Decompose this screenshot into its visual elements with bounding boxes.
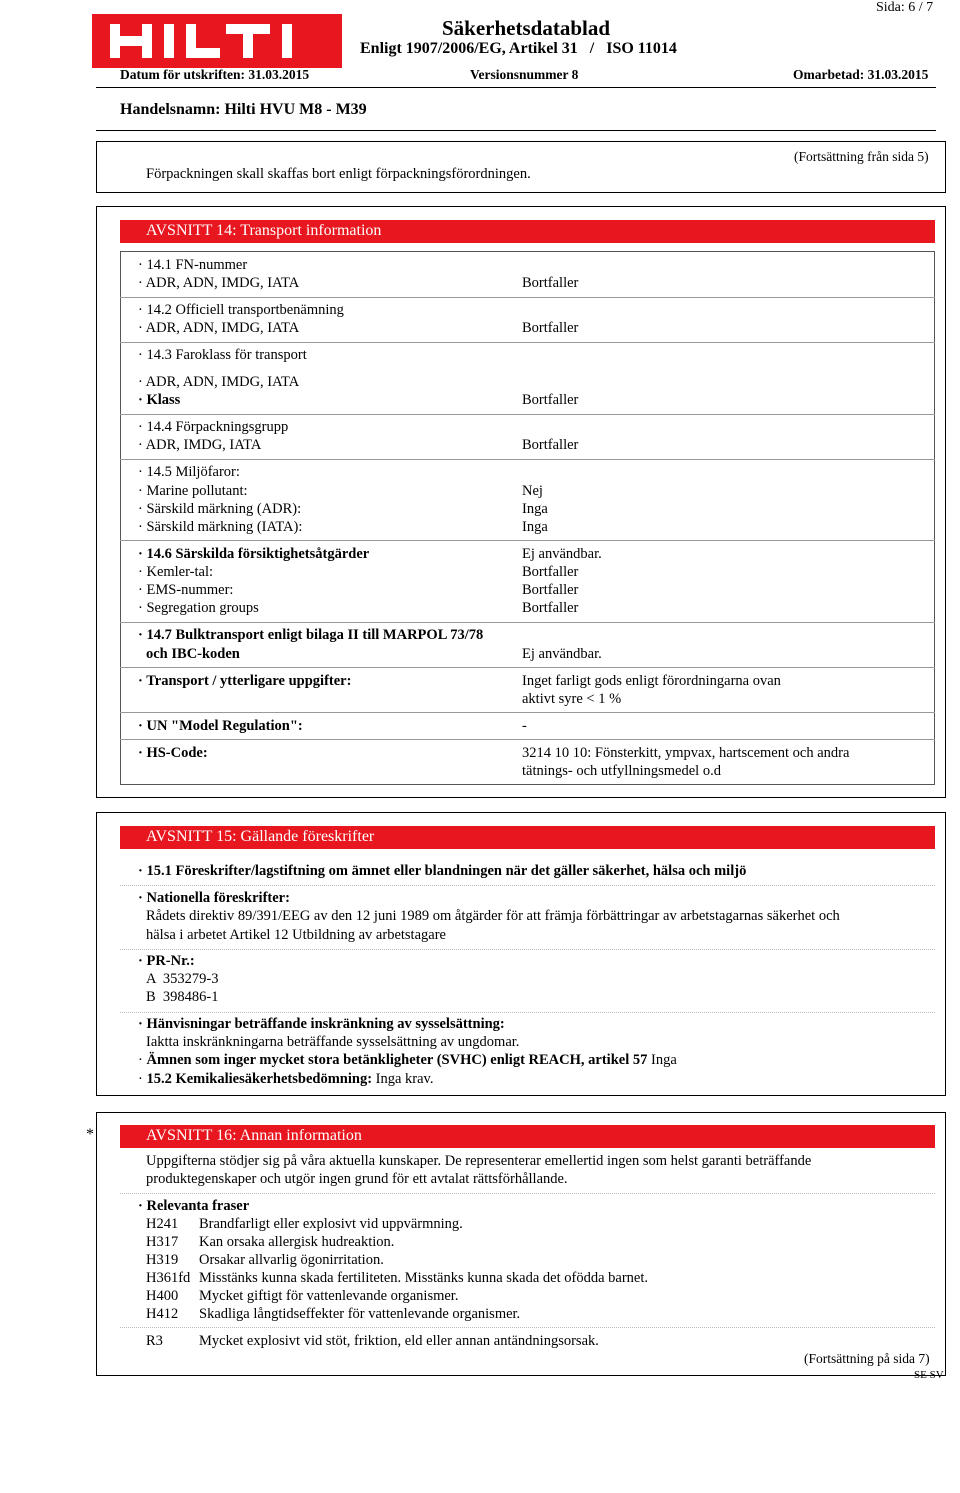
svhc-value: Inga [650,1052,677,1068]
section-15-1-heading: · 15.1 Föreskrifter/lagstiftning om ämnet eller blandningen när det gäller säkerhet, hälsa och miljö [138,863,746,880]
row-value: 3214 10 10: Fönsterkitt, ympvax, hartscement och andra [522,745,850,761]
row-label: · Transport / ytterligare uppgifter: [138,673,351,690]
phrase-text: Skadliga långtidseffekter för vattenlevande organismer. [199,1306,521,1322]
national-regulations-text: Rådets direktiv 89/391/EEG av den 12 juni 1989 om åtgärder för att främja förbättringar av arbetstagarnas säkerhet och [146,908,840,924]
phrase-code: H317 [146,1234,179,1250]
phrase-row [146,1270,648,1287]
svhc-label: Ämnen som inger mycket stora betänkligheter (SVHC) enligt REACH, artikel 57 [146,1052,648,1068]
row-label: · 14.1 FN-nummer [138,257,247,274]
row-label: · ADR, IMDG, IATA [138,437,261,454]
row-label: · Särskild märkning (ADR): [138,501,301,518]
dotted-divider [120,885,935,886]
phrase-text: Orsakar allvarlig ögonirritation. [199,1252,384,1268]
pr-number-a: A 353279-3 [146,971,219,987]
header-divider [96,87,936,88]
chemical-safety-line [138,1071,434,1088]
row-value: Bortfaller [522,564,579,580]
row-label: · 14.2 Officiell transportbenämning [138,302,344,319]
phrase-text: Misstänks kunna skada fertiliteten. Misstänks kunna skada det ofödda barnet. [199,1270,648,1286]
row-divider [120,342,935,343]
row-label: · 14.6 Särskilda försiktighetsåtgärder [138,546,369,563]
dotted-divider [120,1012,935,1013]
phrase-code: H361fd [146,1270,191,1286]
phrase-text: Brandfarligt eller explosivt vid uppvärmning. [199,1216,463,1232]
national-regulations-label: · Nationella föreskrifter: [138,890,290,907]
change-marker: * [86,1126,94,1143]
phrase-code: H412 [146,1306,179,1322]
row-divider [120,297,935,298]
r-phrase-row [146,1333,599,1350]
row-value: Bortfaller [522,392,579,408]
row-value: aktivt syre < 1 % [522,691,622,707]
row-label: · ADR, ADN, IMDG, IATA [138,320,299,337]
chemical-safety-label: 15.2 Kemikaliesäkerhetsbedömning: [146,1071,373,1087]
phrase-row [146,1288,458,1305]
row-value: Ej användbar. [522,646,602,662]
section-16-intro: Uppgifterna stödjer sig på våra aktuella kunskaper. De representerar emellertid ingen som helst garanti beträffande [146,1153,812,1169]
section-15-title: AVSNITT 15: Gällande föreskrifter [120,826,935,849]
trade-name: Handelsnamn: Hilti HVU M8 - M39 [120,101,367,118]
continued-on: (Fortsättning på sida 7) [804,1351,930,1366]
document-subtitle: Enligt 1907/2006/EG, Artikel 31 / ISO 11014 [360,40,677,57]
row-value: Inget farligt gods enligt förordningarna ovan [522,673,781,689]
row-divider [120,540,935,541]
dotted-divider [120,1327,935,1328]
section-16-intro: produktegenskaper och utgör ingen grund för ett avtalat rättsförhållande. [146,1171,568,1187]
row-value: Inga [522,501,548,517]
phrase-text: Kan orsaka allergisk hudreaktion. [199,1234,395,1250]
row-label: · 14.7 Bulktransport enligt bilaga II till MARPOL 73/78 [138,627,483,644]
row-value: Ej användbar. [522,546,602,562]
phrase-row [146,1216,463,1233]
employment-restriction-text: Iaktta inskränkningarna beträffande sysselsättning av ungdomar. [146,1034,520,1050]
print-date: Datum för utskriften: 31.03.2015 [120,67,310,82]
continued-from: (Fortsättning från sida 5) [794,149,929,164]
version-number: Versionsnummer 8 [470,67,579,82]
phrase-row [146,1234,394,1251]
r-phrase-code: R3 [146,1333,163,1349]
dotted-divider [120,949,935,950]
row-label: · Särskild märkning (IATA): [138,519,302,536]
row-label: · 14.5 Miljöfaror: [138,464,240,481]
row-divider [120,667,935,668]
row-divider [120,739,935,740]
section-16-title: AVSNITT 16: Annan information [120,1125,935,1148]
pr-number-label: · PR-Nr.: [138,953,195,970]
row-label: · Kemler-tal: [138,564,213,581]
row-divider [120,414,935,415]
row-value: Bortfaller [522,320,579,336]
row-value: Nej [522,483,543,499]
row-label: · ADR, ADN, IMDG, IATA [138,275,299,292]
row-value: Bortfaller [522,437,579,453]
phrase-code: H319 [146,1252,179,1268]
row-label: · 14.3 Faroklass för transport [138,347,307,364]
row-label: · 14.4 Förpackningsgrupp [138,419,288,436]
chemical-safety-value: Inga krav. [375,1071,434,1087]
header-divider [96,130,936,131]
row-label: · Klass [138,392,180,409]
revised-date: Omarbetad: 31.03.2015 [793,67,929,82]
dotted-divider [120,1193,935,1194]
r-phrase-text: Mycket explosivt vid stöt, friktion, eld eller annan antändningsorsak. [199,1333,599,1349]
section-14-title: AVSNITT 14: Transport information [120,220,935,243]
row-value: Bortfaller [522,582,579,598]
svhc-line [138,1052,677,1069]
row-label: · Marine pollutant: [138,483,248,500]
phrase-text: Mycket giftigt för vattenlevande organismer. [199,1288,459,1304]
row-label: och IBC-koden [146,646,240,662]
row-label: · HS-Code: [138,745,208,762]
pr-number-b: B 398486-1 [146,989,219,1005]
row-label: · ADR, ADN, IMDG, IATA [138,374,299,391]
disposal-text: Förpackningen skall skaffas bort enligt förpackningsförordningen. [146,166,531,182]
language-code: SE SV [914,1369,944,1381]
national-regulations-text: hälsa i arbetet Artikel 12 Utbildning av arbetstagare [146,927,446,943]
page-number: Sida: 6 / 7 [876,0,934,15]
row-divider [120,622,935,623]
row-value: - [522,718,527,734]
row-value: Bortfaller [522,600,579,616]
row-divider [120,459,935,460]
phrase-row [146,1252,384,1269]
row-value: Bortfaller [522,275,579,291]
phrase-code: H400 [146,1288,179,1304]
row-value: tätnings- och utfyllningsmedel o.d [522,763,721,779]
row-value: Inga [522,519,548,535]
row-label: · EMS-nummer: [138,582,233,599]
document-title: Säkerhetsdatablad [442,16,611,40]
row-divider [120,712,935,713]
employment-restriction-label: · Hänvisningar beträffande inskränkning av sysselsättning: [138,1016,505,1033]
row-label: · UN "Model Regulation": [138,718,303,735]
relevant-phrases-label: · Relevanta fraser [138,1198,249,1215]
row-label: · Segregation groups [138,600,259,617]
hilti-logo [92,14,342,68]
phrase-code: H241 [146,1216,179,1232]
phrase-row [146,1306,520,1323]
